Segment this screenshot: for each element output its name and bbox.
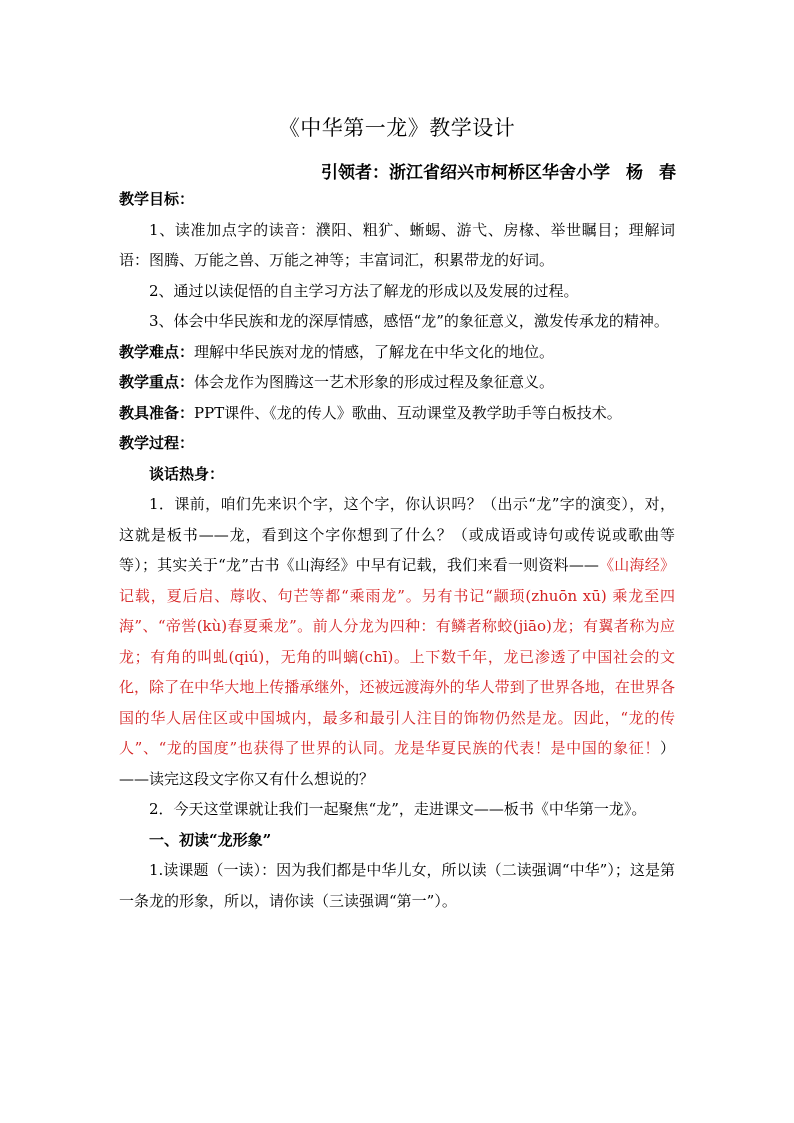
section-1-heading: 一、初读“龙形象” [149, 830, 272, 849]
difficulty-line [119, 337, 675, 368]
goal-item-3: 3、体会中华民族和龙的深厚情感，感悟“龙”的象征意义，激发传承龙的精神。 [149, 312, 669, 330]
section-1-paragraph-1: 1.读课题（一读）：因为我们都是中华儿女，所以读（二读强调“中华”）；这是第一条龙的形象，所以，请你读（三读强调“第一”）。 [119, 861, 675, 910]
difficulty-text: 理解中华民族对龙的情感，了解龙在中华文化的地位。 [194, 342, 555, 361]
key-point-text: 体会龙作为图腾这一艺术形象的形成过程及象征意义。 [194, 373, 555, 391]
p1-intro-text: 1．课前，咱们先来识个字，这个字，你认识吗？（出示“龙”字的演变），对，这就是板书——龙，看到这个字你想到了什么？（或成语或诗句或传说或歌曲等等）；其实关于“龙”古书《山海经》中早有记载，我们来看一则资料—— [119, 495, 675, 574]
goals-heading: 教学目标： [119, 190, 195, 208]
warmup-heading: 谈话热身： [149, 464, 225, 483]
page-title: 《中华第一龙》教学设计 [278, 116, 516, 140]
p1-red-quote-2: 前人分龙为四种：有鳞者称蛟(jiāo)龙；有翼者称为应龙；有角的叫虬(qiú)，无角的叫螭(chī)。上下数千年，龙已渗透了中国社会的文化，除了在中华大地上传播承继外，还被远渡海外的华人带到了世界各地，在世界各国的华人居住区或中国城内，最多和最引人注目的饰物仍然是龙。因此，“龙的传人”、“龙的国度”也获得了世界的认同。龙是华夏民族的代表！是中国的象征！ [119, 617, 675, 757]
goal-item-1: 1、读准加点字的读音：濮阳、粗犷、蜥蜴、游弋、房椽、举世瞩目；理解词语：图腾、万能之兽、万能之神等；丰富词汇，积累带龙的好词。 [119, 220, 675, 269]
document-body [119, 184, 675, 916]
p1-closing-text: ）——读完这段文字你又有什么想说的？ [119, 739, 675, 788]
tools-line [119, 398, 675, 429]
process-heading: 教学过程： [119, 434, 195, 452]
author-surname: 杨 [626, 163, 643, 183]
tools-label: 教具准备： [119, 403, 195, 422]
author-given-name: 春 [659, 163, 676, 183]
process-paragraph-1 [119, 489, 675, 794]
key-point-label: 教学重点： [119, 373, 195, 391]
goal-item-2: 2、通过以读促悟的自主学习方法了解龙的形成以及发展的过程。 [149, 281, 579, 300]
tools-text: PPT课件、《龙的传人》歌曲、互动课堂及教学助手等白板技术。 [194, 403, 622, 422]
process-paragraph-2: 2．今天这堂课就让我们一起聚焦“龙”，走进课文——板书《中华第一龙》。 [149, 800, 647, 818]
p1-red-quote-1: 《山海经》记载，夏后启、蓐收、句芒等都“乘雨龙”。另有书记“颛顼(zhuōn xū) 乘龙至四海”、“帝喾(kù)春夏乘龙”。 [119, 556, 675, 635]
author-label: 引领者：浙江省绍兴市柯桥区华舍小学 [321, 163, 610, 183]
difficulty-label: 教学难点： [119, 342, 195, 361]
author-line [321, 158, 676, 183]
key-point-line [119, 367, 675, 398]
